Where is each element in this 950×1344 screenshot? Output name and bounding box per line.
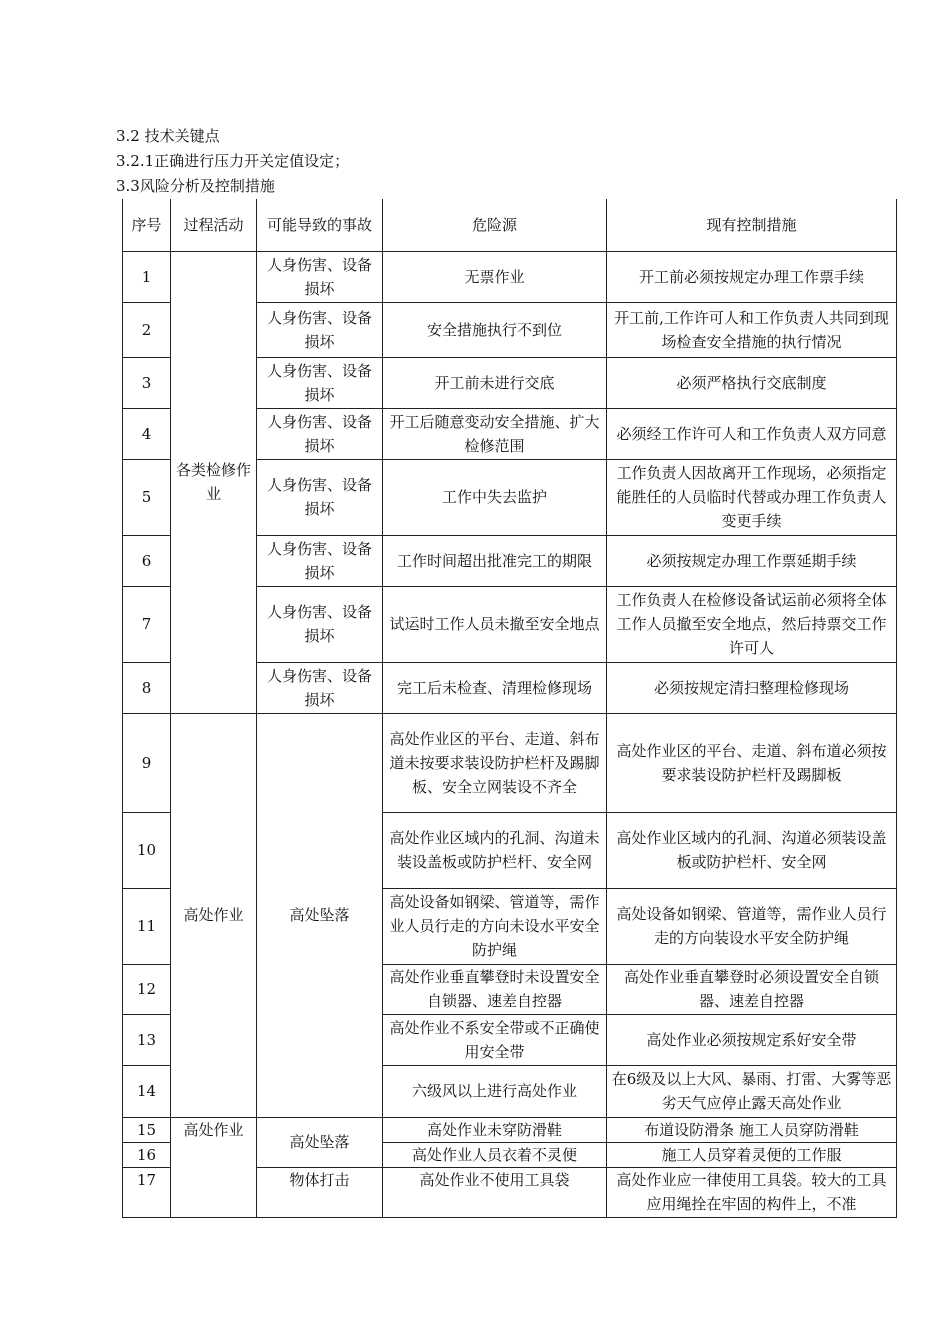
control-cell: 工作负责人因故离开工作现场，必须指定能胜任的人员临时代替或办理工作负责人变更手续 — [607, 459, 897, 535]
row-number: 14 — [123, 1065, 171, 1117]
accident-cell: 人身伤害、设备损坏 — [257, 662, 383, 713]
control-cell: 高处设备如钢梁、管道等，需作业人员行走的方向装设水平安全防护绳 — [607, 888, 897, 964]
hazard-cell: 安全措施执行不到位 — [383, 302, 607, 357]
row-number: 1 — [123, 251, 171, 302]
row-number: 4 — [123, 408, 171, 459]
hazard-cell: 开工后随意变动安全措施、扩大检修范围 — [383, 408, 607, 459]
accident-cell: 高处坠落 — [257, 1117, 383, 1167]
row-number: 6 — [123, 535, 171, 586]
control-cell: 布道设防滑条 施工人员穿防滑鞋 — [607, 1117, 897, 1142]
row-number: 16 — [123, 1142, 171, 1167]
row-number: 10 — [123, 812, 171, 888]
risk-analysis-table — [122, 199, 897, 1218]
control-cell: 施工人员穿着灵便的工作服 — [607, 1142, 897, 1167]
control-cell: 必须经工作许可人和工作负责人双方同意 — [607, 408, 897, 459]
control-cell: 高处作业区的平台、走道、斜布道必须按要求装设防护栏杆及踢脚板 — [607, 713, 897, 812]
row-number: 8 — [123, 662, 171, 713]
header-cell: 危险源 — [383, 199, 607, 251]
accident-cell: 人身伤害、设备损坏 — [257, 459, 383, 535]
row-number: 15 — [123, 1117, 171, 1142]
control-cell: 高处作业必须按规定系好安全带 — [607, 1014, 897, 1065]
accident-cell: 人身伤害、设备损坏 — [257, 251, 383, 302]
section-heading-3-3: 3.3风险分析及控制措施 — [116, 177, 275, 195]
hazard-cell: 工作时间超出批准完工的期限 — [383, 535, 607, 586]
row-number: 5 — [123, 459, 171, 535]
row-number: 9 — [123, 713, 171, 812]
hazard-cell: 高处作业区域内的孔洞、沟道未装设盖板或防护栏杆、安全网 — [383, 812, 607, 888]
accident-cell: 人身伤害、设备损坏 — [257, 302, 383, 357]
control-cell: 高处作业区域内的孔洞、沟道必须装设盖板或防护栏杆、安全网 — [607, 812, 897, 888]
hazard-cell: 试运时工作人员未撤至安全地点 — [383, 586, 607, 662]
accident-cell: 人身伤害、设备损坏 — [257, 357, 383, 408]
control-cell: 必须按规定办理工作票延期手续 — [607, 535, 897, 586]
row-number: 13 — [123, 1014, 171, 1065]
activity-cell: 高处作业 — [171, 713, 257, 1117]
accident-cell: 人身伤害、设备损坏 — [257, 535, 383, 586]
hazard-cell: 工作中失去监护 — [383, 459, 607, 535]
row-number: 3 — [123, 357, 171, 408]
hazard-cell: 高处作业未穿防滑鞋 — [383, 1117, 607, 1142]
hazard-cell: 高处作业不系安全带或不正确使用安全带 — [383, 1014, 607, 1065]
control-cell: 必须按规定清扫整理检修现场 — [607, 662, 897, 713]
row-number: 7 — [123, 586, 171, 662]
accident-cell: 人身伤害、设备损坏 — [257, 586, 383, 662]
table-header-row — [123, 199, 897, 251]
activity-cell: 高处作业 — [171, 1117, 257, 1217]
hazard-cell: 高处作业不使用工具袋 — [383, 1167, 607, 1217]
header-cell: 过程活动 — [171, 199, 257, 251]
table-row — [123, 1117, 897, 1142]
hazard-cell: 高处作业区的平台、走道、斜布道未按要求装设防护栏杆及踢脚板、安全立网装设不齐全 — [383, 713, 607, 812]
section-heading-3-2-1: 3.2.1正确进行压力开关定值设定； — [116, 152, 350, 170]
control-cell: 在6级及以上大风、暴雨、打雷、大雾等恶劣天气应停止露天高处作业 — [607, 1065, 897, 1117]
hazard-cell: 开工前未进行交底 — [383, 357, 607, 408]
row-number: 11 — [123, 888, 171, 964]
control-cell: 高处作业应一律使用工具袋。较大的工具应用绳拴在牢固的构件上，不准 — [607, 1167, 897, 1217]
hazard-cell: 高处作业垂直攀登时未设置安全自锁器、速差自控器 — [383, 964, 607, 1014]
control-cell: 高处作业垂直攀登时必须设置安全自锁器、速差自控器 — [607, 964, 897, 1014]
hazard-cell: 完工后未检查、清理检修现场 — [383, 662, 607, 713]
accident-cell: 物体打击 — [257, 1167, 383, 1217]
accident-cell: 人身伤害、设备损坏 — [257, 408, 383, 459]
activity-cell: 各类检修作业 — [171, 251, 257, 713]
table-row — [123, 713, 897, 812]
hazard-cell: 高处作业人员衣着不灵便 — [383, 1142, 607, 1167]
hazard-cell: 六级风以上进行高处作业 — [383, 1065, 607, 1117]
row-number: 12 — [123, 964, 171, 1014]
control-cell: 工作负责人在检修设备试运前必须将全体工作人员撤至安全地点，然后持票交工作许可人 — [607, 586, 897, 662]
row-number: 17 — [123, 1167, 171, 1217]
control-cell: 开工前,工作许可人和工作负责人共同到现场检查安全措施的执行情况 — [607, 302, 897, 357]
row-number: 2 — [123, 302, 171, 357]
control-cell: 必须严格执行交底制度 — [607, 357, 897, 408]
header-cell: 现有控制措施 — [607, 199, 897, 251]
header-cell: 可能导致的事故 — [257, 199, 383, 251]
section-heading-3-2: 3.2 技术关键点 — [116, 127, 220, 145]
hazard-cell: 无票作业 — [383, 251, 607, 302]
control-cell: 开工前必须按规定办理工作票手续 — [607, 251, 897, 302]
hazard-cell: 高处设备如钢梁、管道等，需作业人员行走的方向未设水平安全防护绳 — [383, 888, 607, 964]
table-row — [123, 251, 897, 302]
header-cell: 序号 — [123, 199, 171, 251]
accident-cell: 高处坠落 — [257, 713, 383, 1117]
